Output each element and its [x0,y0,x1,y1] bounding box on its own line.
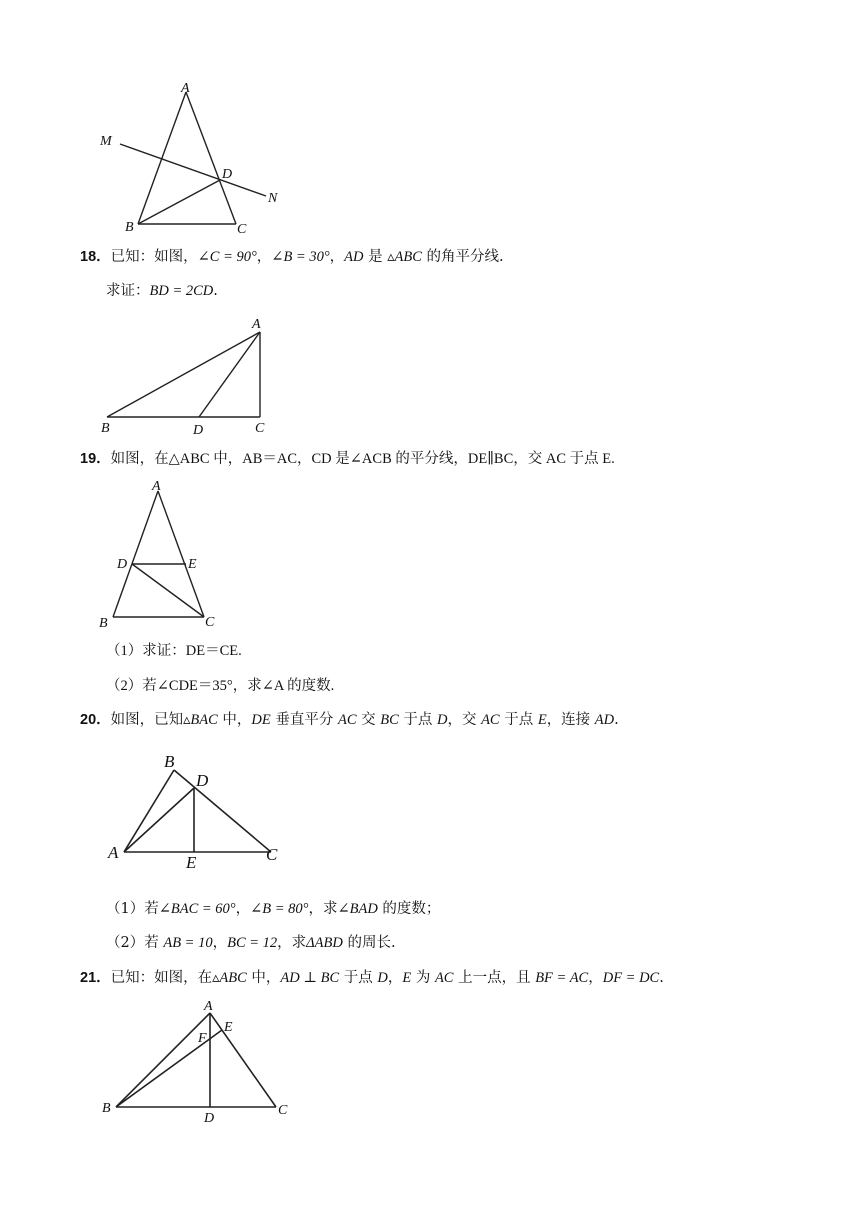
label-a: A [204,999,213,1014]
label-c: C [255,421,265,436]
math: ∠B = 80° [250,901,309,917]
q19-part2: （2）若∠CDE＝35°，求∠A 的度数. [106,678,335,694]
label-a: A [181,81,190,96]
label-d: D [117,557,128,572]
q21-statement: 21．已知：如图，在▵ABC 中，AD ⊥ BC 于点 D，E 为 AC 上一点，且 BF = AC，DF = DC. [80,970,664,986]
q20-part2: （2）若 AB = 10，BC = 12，求ΔABD 的周长. [106,935,396,951]
label-n: N [268,191,278,206]
segment-ab [124,770,174,852]
label-c: C [278,1103,288,1118]
math: BF = AC [535,970,589,986]
segment-ba [107,332,260,417]
label-d: D [196,771,209,790]
question-number: 20． [80,712,111,728]
math: AD [594,712,615,728]
question-number: 21． [80,970,111,986]
label-d: D [222,167,233,182]
label-b: B [164,752,175,771]
math: AB = 10 [163,935,213,951]
segment-ad [124,788,194,852]
label-a: A [252,317,261,332]
math: BC [380,712,399,728]
figure-20 [104,748,294,873]
q20-statement: 20．如图，已知▵BAC 中，DE 垂直平分 AC 交 BC 于点 D，交 AC 于点 E，连接 AD. [80,712,619,728]
segment-ac [186,92,236,224]
label-d: D [193,423,204,437]
label-d: D [204,1111,215,1126]
math: D [436,712,448,728]
math: ∠B = 30° [271,249,330,265]
math: ΔABD [306,935,343,951]
math: ∠BAC = 60° [158,901,236,917]
label-c: C [266,845,278,864]
math: AC [337,712,357,728]
math: ▵ABC [387,249,422,265]
segment-ac [158,491,204,617]
segment-ac [210,1013,276,1107]
math: ∠BAD [337,901,378,917]
q20-part1: （1）若∠BAC = 60°，∠B = 80°，求∠BAD 的度数； [106,901,441,917]
label-b: B [101,421,110,436]
segment-bc [174,770,271,852]
figure-19 [95,474,225,634]
question-number: 18． [80,249,111,265]
question-number: 19． [80,451,111,467]
figure-18 [95,312,280,437]
math: ∠C = 90° [197,249,257,265]
q18-statement: 18．已知：如图，∠C = 90°，∠B = 30°，AD 是 ▵ABC 的角平分线. [80,249,504,265]
q19-part1: （1）求证：DE＝CE. [106,643,242,659]
math: AD ⊥ BC [280,970,340,986]
segment-ab [113,491,158,617]
math: DF = DC [602,970,660,986]
label-b: B [102,1101,111,1116]
q18-prove: 求证：BD = 2CD. [106,283,218,299]
label-m: M [100,134,112,149]
label-f: F [198,1031,207,1046]
segment-bd [138,180,220,224]
math: E [537,712,547,728]
label-a: A [152,479,161,494]
figure-17 [90,78,290,238]
math: DE [251,712,271,728]
label-a: A [108,843,119,862]
label-c: C [205,615,215,630]
math: AC [481,712,500,728]
math: AC [434,970,454,986]
label-e: E [224,1020,233,1035]
math: BC = 12 [227,935,278,951]
segment-da [199,332,260,417]
label-c: C [237,222,247,237]
math: D [377,970,388,986]
math: ▵ABC [212,970,247,986]
label-e: E [188,557,197,572]
figure-21 [100,996,300,1126]
segment-ba [116,1013,210,1107]
math: E [402,970,412,986]
label-e: E [186,853,197,872]
math: AD [344,249,364,265]
q19-statement: 19．如图，在△ABC 中，AB＝AC，CD 是∠ACB 的平分线，DE∥BC，交 AC 于点 E. [80,451,615,467]
segment-ab [138,92,186,224]
line-mn [120,144,266,196]
label-b: B [99,616,108,631]
label-b: B [125,220,134,235]
math: BD = 2CD [149,283,214,299]
math: ▵BAC [183,712,218,728]
